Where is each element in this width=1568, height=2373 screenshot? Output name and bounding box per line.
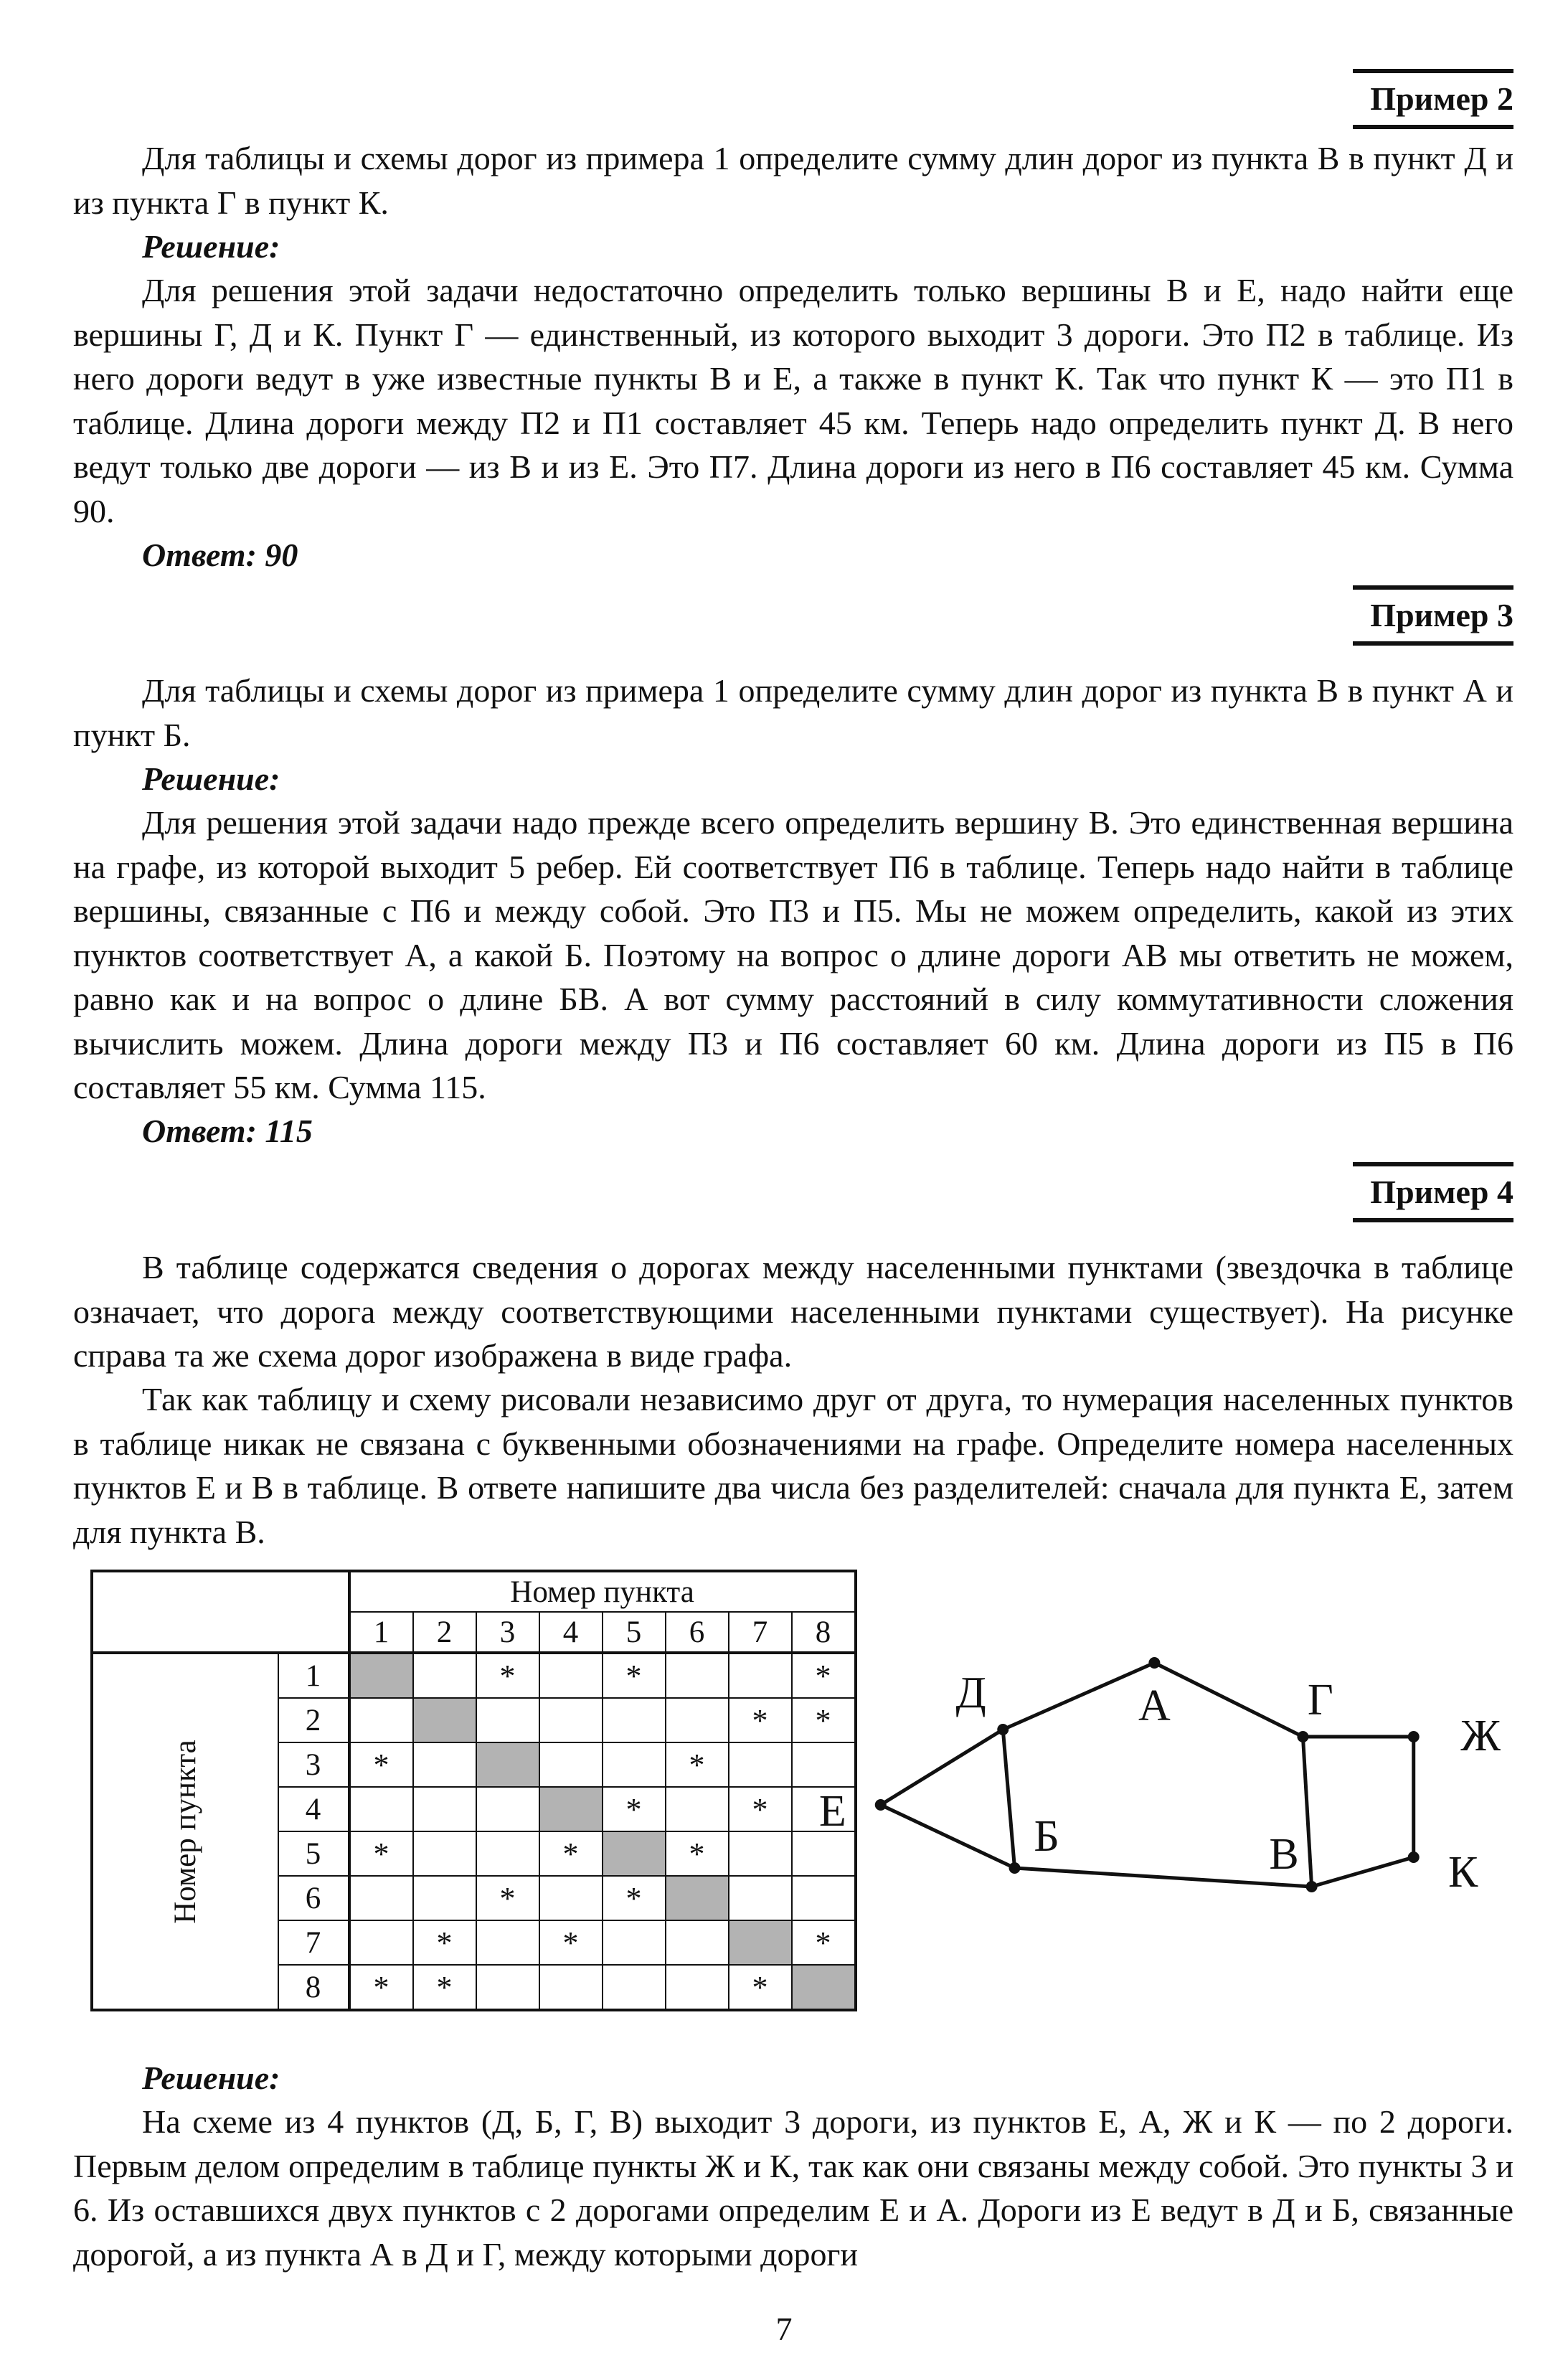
example-2-problem: Для таблицы и схемы дорог из примера 1 определите сумму длин дорог из пункта В в пункт Д и из пункта Г в пункт К. <box>73 140 1513 221</box>
row-number: 3 <box>278 1742 349 1787</box>
graph-node-label: Г <box>1307 1676 1333 1725</box>
table-cell <box>476 1920 539 1965</box>
road-marker: * <box>815 1702 831 1738</box>
table-cell <box>476 1876 539 1920</box>
example-4-solution-label: Решение: <box>142 2060 280 2096</box>
graph-edge-G-V <box>1303 1737 1311 1887</box>
row-number: 8 <box>278 1965 349 2010</box>
graph-node-label: Е <box>818 1787 846 1836</box>
graph-edge-D-B <box>1003 1730 1014 1868</box>
table-cell <box>539 1920 603 1965</box>
table-cell <box>349 1965 413 2010</box>
graph-edge-D-A <box>1003 1663 1154 1730</box>
roads-table-wrap <box>90 1570 857 2011</box>
table-corner <box>92 1571 349 1653</box>
table-cell <box>603 1876 666 1920</box>
diagonal-cell <box>539 1787 603 1831</box>
table-cell <box>539 1876 603 1920</box>
diagonal-cell <box>729 1920 792 1965</box>
road-marker: * <box>815 1658 831 1694</box>
example-4-problem-p2: Так как таблицу и схему рисовали независимо друг от друга, то нумерация населенных пунктов в таблице никак не связана с буквенными обозначениями на графе. Определите номера населенных пунктов Е и В в таблице. В ответе напишите два числа без разделителей: сначала для пункта Е, затем для пункта В. <box>73 1381 1513 1550</box>
table-row <box>92 1653 856 1698</box>
graph-node-label: В <box>1269 1830 1299 1879</box>
graph-node-D <box>997 1724 1009 1735</box>
column-number: 5 <box>603 1612 666 1653</box>
example-3-answer: Ответ: 115 <box>142 1113 313 1149</box>
diagonal-cell <box>413 1698 476 1742</box>
table-cell <box>413 1787 476 1831</box>
road-graph <box>818 1636 1506 1937</box>
table-cell <box>603 1698 666 1742</box>
example-3-header <box>1353 585 1513 646</box>
header-rule-bottom <box>1353 125 1513 129</box>
table-cell <box>666 1653 729 1698</box>
table-cell <box>349 1698 413 1742</box>
header-rule-bottom <box>1353 641 1513 646</box>
table-cell <box>603 1920 666 1965</box>
row-number: 5 <box>278 1831 349 1876</box>
example-3-solution-label: Решение: <box>142 760 280 797</box>
table-cell <box>413 1653 476 1698</box>
table-cell <box>666 1698 729 1742</box>
graph-node-K <box>1408 1851 1420 1863</box>
table-cell <box>729 1876 792 1920</box>
graph-node-Zh <box>1408 1731 1420 1742</box>
table-cell <box>729 1831 792 1876</box>
road-marker: * <box>815 1925 831 1961</box>
diagonal-cell <box>603 1831 666 1876</box>
table-cell <box>729 1698 792 1742</box>
graph-node-label: Б <box>1034 1812 1059 1861</box>
road-marker: * <box>752 1969 768 2005</box>
table-cell <box>539 1653 603 1698</box>
column-group-header: Номер пункта <box>349 1571 856 1612</box>
example-2-solution: Для решения этой задачи недостаточно определить только вершины В и Е, надо найти еще вершины Г, Д и К. Пункт Г — единственный, из которого выходит 3 дороги. Это П2 в таблице. Из него дороги ведут в уже известные пункты В и Е, а также в пункт К. Так что пункт К — это П1 в таблице. Длина дороги между П2 и П1 составляет 45 км. Теперь надо определить пункт Д. В него ведут только две дороги — из В и из Е. Это П7. Длина дороги из него в П6 составляет 45 км. Сумма 90. <box>73 272 1513 529</box>
column-number: 7 <box>729 1612 792 1653</box>
row-number: 7 <box>278 1920 349 1965</box>
example-4-header <box>1353 1162 1513 1222</box>
row-number: 1 <box>278 1653 349 1698</box>
road-marker: * <box>499 1658 516 1694</box>
graph-node-label: Д <box>955 1669 986 1717</box>
row-number: 4 <box>278 1787 349 1831</box>
table-cell <box>666 1920 729 1965</box>
example-2-answer: Ответ: 90 <box>142 537 298 573</box>
column-number: 3 <box>476 1612 539 1653</box>
table-cell <box>539 1965 603 2010</box>
header-rule-bottom <box>1353 1218 1513 1222</box>
graph-node-label: К <box>1448 1848 1478 1897</box>
diagonal-cell <box>792 1965 856 2010</box>
example-3-title: Пример 3 <box>1370 597 1513 633</box>
example-3-solution: Для решения этой задачи надо прежде всего определить вершину В. Это единственная вершина на графе, из которой выходит 5 ребер. Ей соответствует П6 в таблице. Теперь надо найти в таблице вершины, связанные с П6 и между собой. Это П3 и П5. Мы не можем определить, какой из этих пунктов соответствует А, а какой Б. Поэтому на вопрос о длине дороги АВ мы ответить не можем, равно как и на вопрос о длине БВ. А вот сумму расстояний в силу коммутативности сложения вычислить можем. Длина дороги между П3 и П6 составляет 60 км. Длина дороги из П5 в П6 составляет 55 км. Сумма 115. <box>73 804 1513 1105</box>
table-cell <box>603 1965 666 2010</box>
table-cell <box>476 1653 539 1698</box>
table-cell <box>603 1742 666 1787</box>
table-cell <box>666 1965 729 2010</box>
column-number: 1 <box>349 1612 413 1653</box>
example-3-problem: Для таблицы и схемы дорог из примера 1 определите сумму длин дорог из пункта В в пункт А и пункт Б. <box>73 672 1513 753</box>
table-cell <box>729 1787 792 1831</box>
graph-node-label: Ж <box>1460 1712 1501 1760</box>
table-cell <box>729 1653 792 1698</box>
table-cell <box>603 1653 666 1698</box>
road-marker: * <box>752 1791 768 1827</box>
example-2-header <box>1353 69 1513 129</box>
table-cell <box>539 1698 603 1742</box>
table-cell <box>349 1787 413 1831</box>
column-number: 6 <box>666 1612 729 1653</box>
graph-edge-E-D <box>881 1730 1003 1805</box>
example-4-problem-p1: В таблице содержатся сведения о дорогах между населенными пунктами (звездочка в таблице означает, что дорога между соответствующими населенными пунктами существует). На рисунке справа та же схема дорог изображена в виде графа. <box>73 1249 1513 1374</box>
table-cell <box>539 1742 603 1787</box>
road-marker: * <box>436 1969 453 2005</box>
row-group-header-text: Номер пункта <box>168 1739 202 1924</box>
example-4-title: Пример 4 <box>1370 1174 1513 1210</box>
table-cell <box>413 1965 476 2010</box>
row-group-header <box>92 1653 278 2010</box>
diagonal-cell <box>666 1876 729 1920</box>
table-cell <box>603 1787 666 1831</box>
road-marker: * <box>499 1880 516 1916</box>
table-cell <box>413 1742 476 1787</box>
road-marker: * <box>562 1836 579 1872</box>
table-cell <box>666 1831 729 1876</box>
graph-edge-A-G <box>1154 1663 1303 1737</box>
diagonal-cell <box>476 1742 539 1787</box>
row-number: 2 <box>278 1698 349 1742</box>
graph-edge-E-B <box>881 1805 1015 1868</box>
table-cell <box>413 1831 476 1876</box>
table-cell <box>349 1742 413 1787</box>
road-marker: * <box>625 1658 642 1694</box>
road-marker: * <box>436 1925 453 1961</box>
roads-table <box>90 1570 857 2011</box>
example-4-solution: На схеме из 4 пунктов (Д, Б, Г, В) выходит 3 дороги, из пунктов Е, А, Ж и К — по 2 дороги. Первым делом определим в таблице пункты Ж и К, так как они связаны между собой. Это пункты 3 и 6. Из оставшихся двух пунктов с 2 дорогами определим Е и А. Дороги из Е ведут в Д и Б, связанные дорогой, а из пункта А в Д и Г, между которыми дороги <box>73 2103 1513 2273</box>
table-cell <box>349 1831 413 1876</box>
diagonal-cell <box>349 1653 413 1698</box>
graph-node-A <box>1148 1657 1160 1669</box>
graph-node-V <box>1306 1881 1318 1892</box>
table-cell <box>666 1787 729 1831</box>
table-cell <box>476 1965 539 2010</box>
graph-node-label: А <box>1138 1681 1171 1730</box>
road-marker: * <box>625 1791 642 1827</box>
road-marker: * <box>625 1880 642 1916</box>
table-cell <box>413 1876 476 1920</box>
graph-edge-B-V <box>1015 1868 1312 1887</box>
table-cell <box>476 1831 539 1876</box>
page-number: 7 <box>775 2311 793 2347</box>
graph-node-E <box>875 1799 887 1811</box>
road-marker: * <box>752 1702 768 1738</box>
graph-node-B <box>1009 1862 1021 1874</box>
graph-node-G <box>1297 1731 1308 1742</box>
column-number: 8 <box>792 1612 856 1653</box>
example-2-solution-label: Решение: <box>142 228 280 265</box>
table-cell <box>413 1920 476 1965</box>
road-marker: * <box>373 1747 389 1783</box>
road-marker: * <box>689 1836 705 1872</box>
table-cell <box>729 1742 792 1787</box>
table-cell <box>666 1742 729 1787</box>
graph-edge-V-K <box>1312 1857 1414 1887</box>
table-cell <box>476 1698 539 1742</box>
road-marker: * <box>689 1747 705 1783</box>
example-2-title: Пример 2 <box>1370 80 1513 117</box>
road-marker: * <box>562 1925 579 1961</box>
road-marker: * <box>373 1836 389 1872</box>
row-number: 6 <box>278 1876 349 1920</box>
table-cell <box>349 1876 413 1920</box>
column-number: 2 <box>413 1612 476 1653</box>
table-cell <box>539 1831 603 1876</box>
road-marker: * <box>373 1969 389 2005</box>
table-cell <box>729 1965 792 2010</box>
column-number: 4 <box>539 1612 603 1653</box>
table-cell <box>349 1920 413 1965</box>
table-cell <box>476 1787 539 1831</box>
